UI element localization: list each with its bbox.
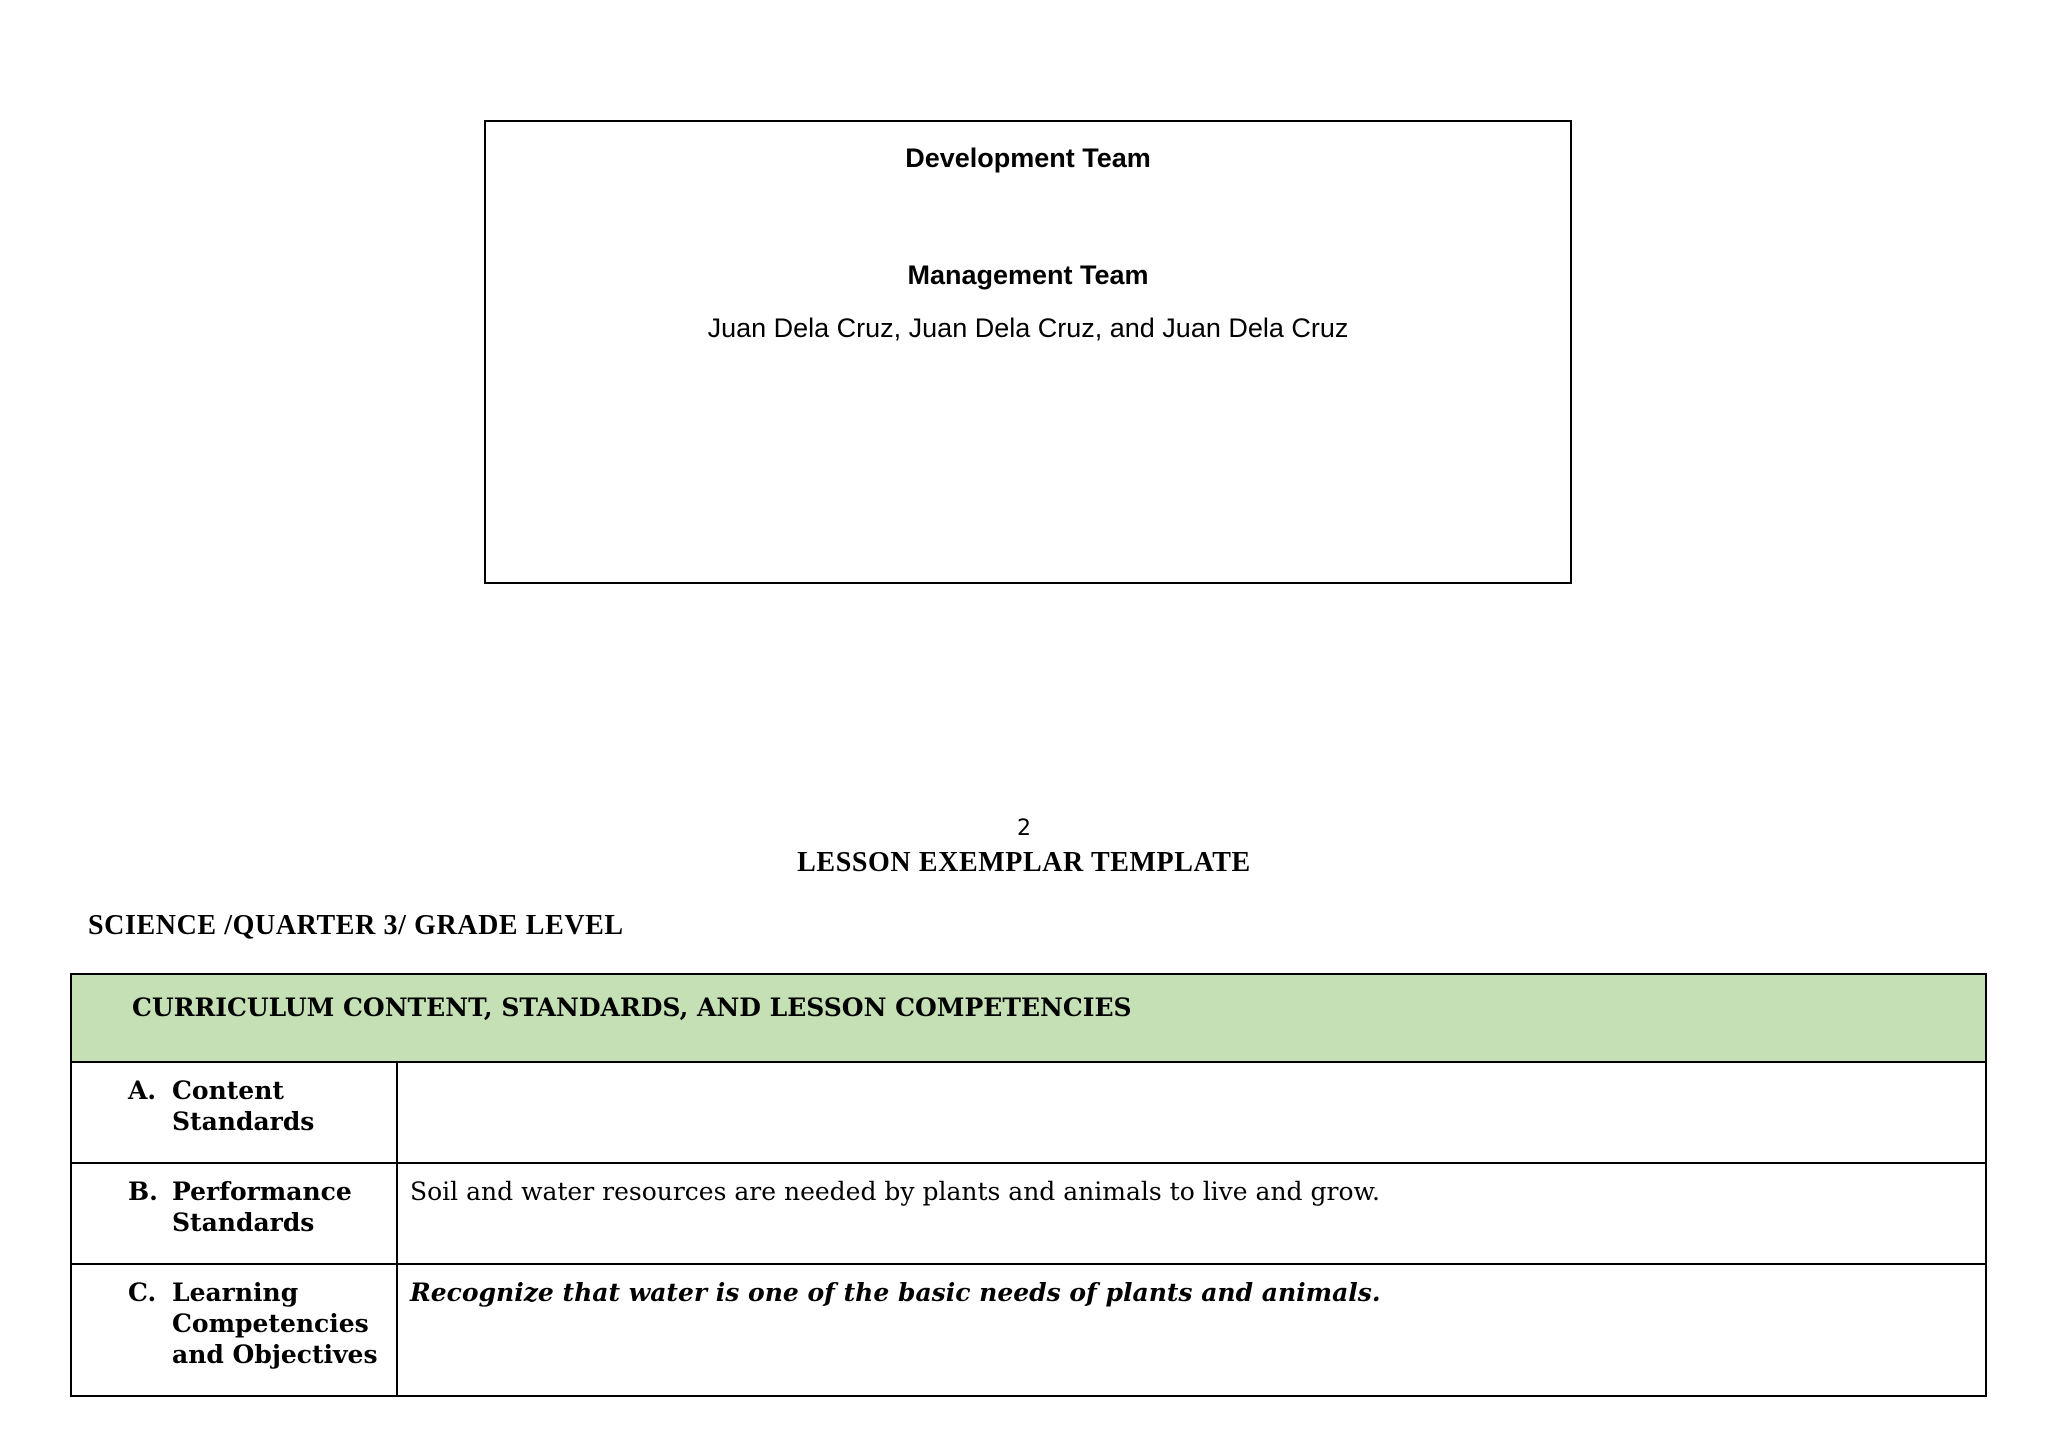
table-row <box>71 1264 1986 1396</box>
row-label-cell <box>71 1163 397 1264</box>
management-team-names: Juan Dela Cruz, Juan Dela Cruz, and Juan Dela Cruz <box>707 313 1349 343</box>
table-row <box>71 1062 1986 1163</box>
team-box <box>484 120 1572 584</box>
table-header-text: CURRICULUM CONTENT, STANDARDS, AND LESSON COMPETENCIES <box>132 993 1132 1022</box>
curriculum-table <box>70 973 1987 1397</box>
row-value: Recognize that water is one of the basic needs of plants and animals. <box>397 1264 1986 1396</box>
document-title: LESSON EXEMPLAR TEMPLATE <box>797 847 1251 878</box>
page-number: 2 <box>1017 816 1031 841</box>
row-label: Learning Competencies and Objectives <box>172 1278 378 1369</box>
development-team-heading: Development Team <box>905 143 1151 173</box>
table-row <box>71 1163 1986 1264</box>
management-team-heading: Management Team <box>907 260 1149 290</box>
row-value: Soil and water resources are needed by plants and animals to live and grow. <box>397 1163 1986 1264</box>
row-value <box>397 1062 1986 1163</box>
row-letter: C. <box>128 1278 157 1307</box>
table-header-cell <box>71 974 1986 1062</box>
table-header-row <box>71 974 1986 1062</box>
row-label: Performance Standards <box>172 1177 352 1237</box>
row-letter: A. <box>128 1076 157 1105</box>
row-label-cell <box>71 1264 397 1396</box>
row-label-cell <box>71 1062 397 1163</box>
row-label: Content Standards <box>172 1076 315 1136</box>
row-letter: B. <box>128 1177 158 1206</box>
subject-line: SCIENCE /QUARTER 3/ GRADE LEVEL <box>88 910 624 941</box>
